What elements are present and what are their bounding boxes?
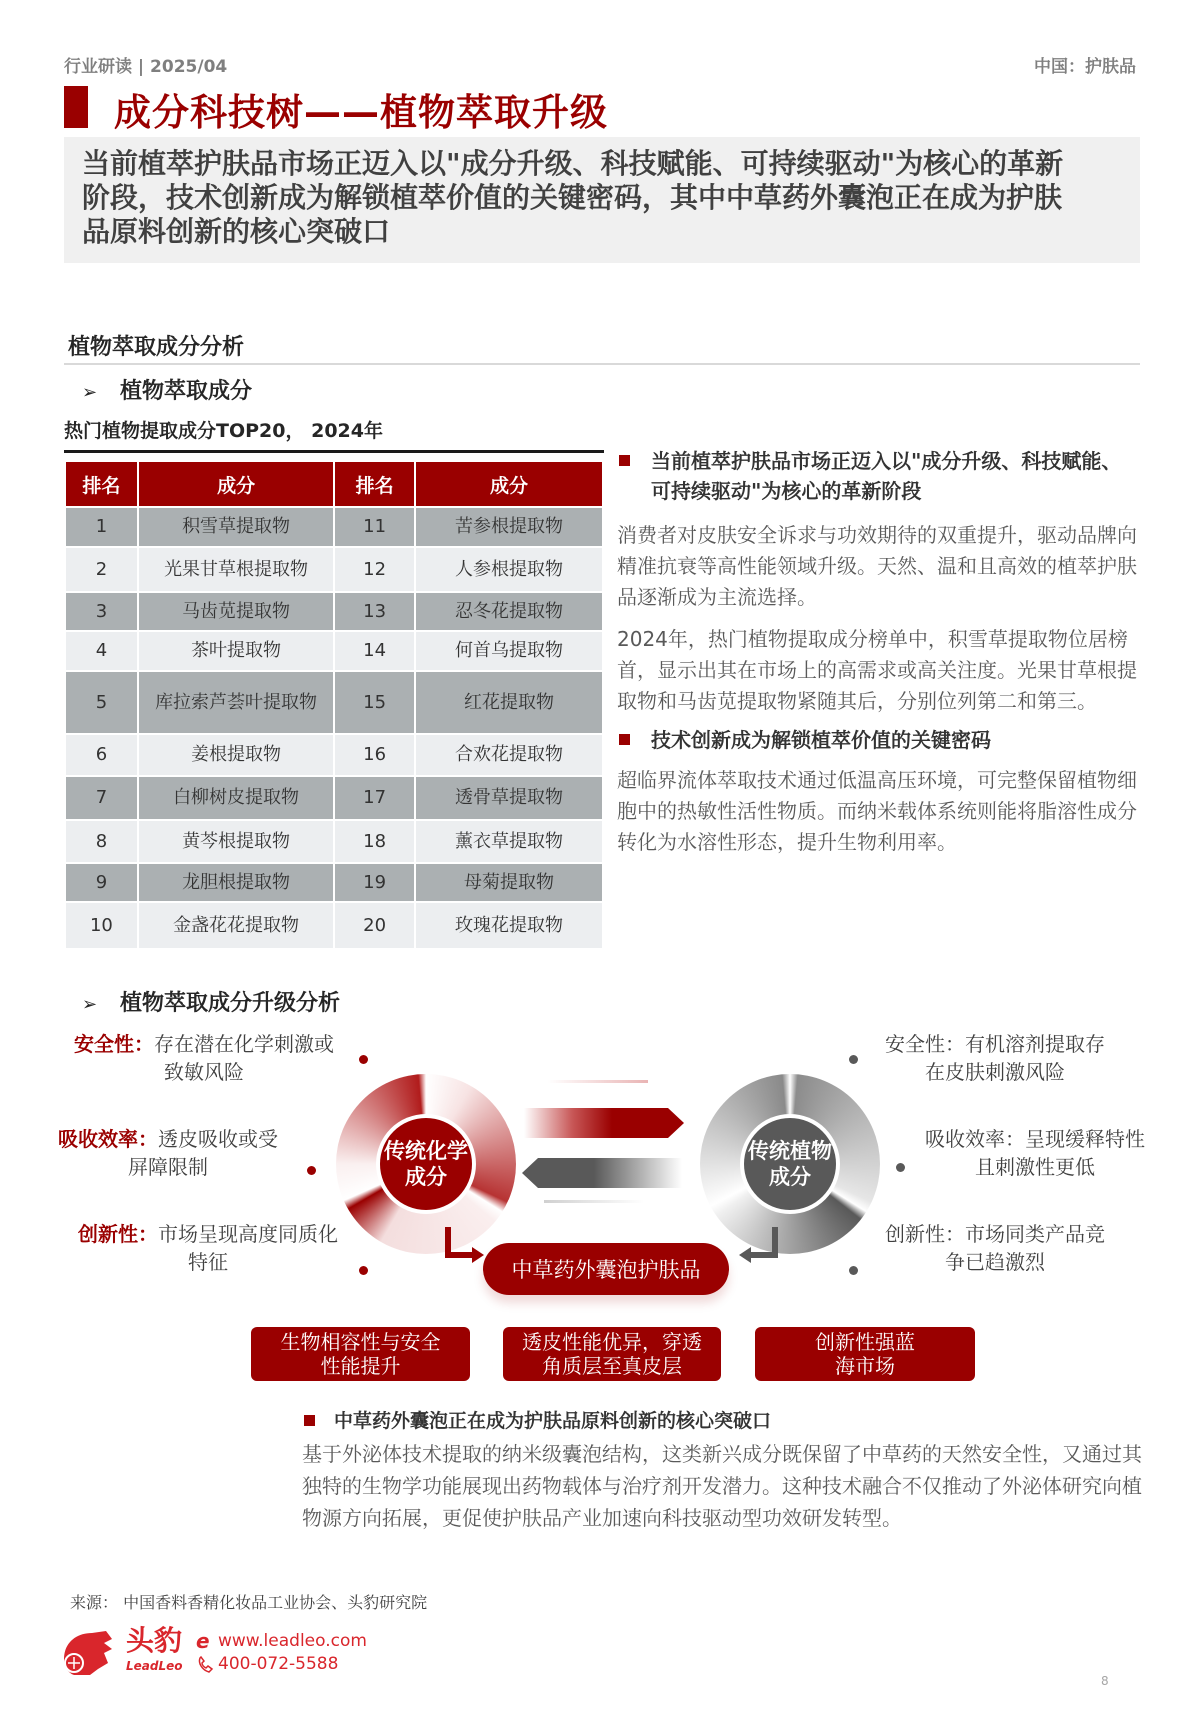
right-absorption-label: 吸收效率：呈现缓释特性且刺激性更低 — [925, 1127, 1145, 1179]
phone-icon — [196, 1655, 216, 1675]
bottom-section — [302, 1406, 1142, 1534]
ingredient-cell: 玫瑰花提取物 — [416, 903, 602, 948]
summary-box — [64, 137, 1140, 263]
left-safety-label: 安全性：存在潜在化学刺激或致敏风险 — [74, 1032, 334, 1084]
rank-cell: 14 — [335, 632, 414, 670]
motion-line — [548, 1080, 648, 1083]
square-bullet-icon — [304, 1415, 315, 1426]
dot-icon — [849, 1266, 858, 1275]
right-arrow-icon — [524, 1108, 684, 1138]
table-row — [66, 864, 602, 901]
rank-cell: 18 — [335, 821, 414, 862]
left-innovation-label: 创新性：市场呈现高度同质化特征 — [78, 1222, 338, 1274]
arrow-bullet-icon: ➢ — [82, 994, 98, 1015]
header-ingredient: 成分 — [416, 462, 602, 506]
feature-innovation: 创新性强蓝海市场 — [755, 1327, 975, 1381]
herbal-vesicle-pill: 中草药外囊泡护肤品 — [483, 1243, 729, 1295]
rank-cell: 17 — [335, 777, 414, 819]
bent-arrow-gray-icon — [735, 1225, 785, 1275]
section-divider — [64, 363, 1140, 365]
motion-line — [544, 1200, 644, 1203]
ingredient-cell: 库拉索芦荟叶提取物 — [139, 672, 333, 733]
right-safety-label: 安全性：有机溶剂提取存在皮肤刺激风险 — [885, 1032, 1105, 1084]
table-row — [66, 548, 602, 591]
bullet-heading-market-stage: 当前植萃护肤品市场正迈入以"成分升级、科技赋能、可持续驱动"为核心的革新阶段 — [617, 446, 1137, 506]
ingredient-cell: 苦参根提取物 — [416, 508, 602, 546]
square-bullet-icon — [619, 734, 630, 745]
dot-icon — [849, 1055, 858, 1064]
feature-permeability: 透皮性能优异，穿透角质层至真皮层 — [503, 1327, 721, 1381]
ingredient-cell: 红花提取物 — [416, 672, 602, 733]
feature-biocompatibility: 生物相容性与安全性能提升 — [251, 1327, 470, 1381]
ingredient-cell: 合欢花提取物 — [416, 735, 602, 775]
header-rank: 排名 — [335, 462, 414, 506]
subheading-label: 植物萃取成分升级分析 — [120, 991, 341, 1016]
brand-cn: 头豹 — [126, 1624, 183, 1657]
header-rank: 排名 — [66, 462, 137, 506]
subheading-upgrade-analysis — [82, 986, 340, 1017]
paragraph-consumer-demand: 消费者对皮肤安全诉求与功效期待的双重提升，驱动品牌向精准抗衰等高性能领域升级。天然、温和且高效的植萃护肤品逐渐成为主流选择。 — [617, 523, 1137, 609]
rank-cell: 1 — [66, 508, 137, 546]
section-title: 植物萃取成分分析 — [68, 335, 245, 360]
paragraph-extraction-tech: 超临界流体萃取技术通过低温高压环境，可完整保留植物细胞中的热敏性活性物质。而纳米载体系统则能将脂溶性成分转化为水溶性形态，提升生物利用率。 — [617, 768, 1137, 854]
title-accent-bar — [64, 86, 88, 128]
ingredient-cell: 何首乌提取物 — [416, 632, 602, 670]
web-icon: e — [196, 1629, 210, 1653]
brand-en: LeadLeo — [126, 1659, 183, 1673]
rank-cell: 19 — [335, 864, 414, 901]
ingredient-cell: 人参根提取物 — [416, 548, 602, 591]
left-arrow-icon — [522, 1158, 682, 1188]
table-row — [66, 632, 602, 670]
ingredient-cell: 茶叶提取物 — [139, 632, 333, 670]
table-row — [66, 593, 602, 630]
page-title: 成分科技树——植物萃取升级 — [114, 91, 608, 134]
rank-cell: 3 — [66, 593, 137, 630]
ingredient-cell: 薰衣草提取物 — [416, 821, 602, 862]
ingredient-cell: 龙胆根提取物 — [139, 864, 333, 901]
source-note: 来源： 中国香料香精化妆品工业协会、头豹研究院 — [70, 1593, 428, 1612]
table-row — [66, 821, 602, 862]
rank-cell: 8 — [66, 821, 137, 862]
rank-cell: 15 — [335, 672, 414, 733]
right-innovation-label: 创新性：市场同类产品竞争已趋激烈 — [885, 1222, 1105, 1274]
ingredient-cell: 忍冬花提取物 — [416, 593, 602, 630]
square-bullet-icon — [619, 455, 630, 466]
arrow-bullet-icon: ➢ — [82, 382, 98, 403]
rank-cell: 13 — [335, 593, 414, 630]
subheading-plant-extracts — [82, 374, 252, 405]
table-row — [66, 903, 602, 948]
paragraph-2024-ranking: 2024年，热门植物提取成分榜单中，积雪草提取物位居榜首，显示出其在市场上的高需求或高关注度。光果甘草根提取物和马齿苋提取物紧随其后，分别位列第二和第三。 — [617, 627, 1137, 713]
rank-cell: 10 — [66, 903, 137, 948]
ingredient-cell: 金盏花花提取物 — [139, 903, 333, 948]
dot-icon — [307, 1166, 316, 1175]
bullet-heading-breakthrough: 中草药外囊泡正在成为护肤品原料创新的核心突破口 — [302, 1406, 1142, 1436]
rank-cell: 6 — [66, 735, 137, 775]
ingredient-cell: 积雪草提取物 — [139, 508, 333, 546]
ingredient-cell: 黄芩根提取物 — [139, 821, 333, 862]
header-ingredient: 成分 — [139, 462, 333, 506]
plant-center-circle: 传统植物成分 — [744, 1118, 836, 1210]
rank-cell: 11 — [335, 508, 414, 546]
table-header-row — [66, 462, 602, 506]
rank-cell: 9 — [66, 864, 137, 901]
table-title-rule — [64, 450, 604, 453]
table-row — [66, 735, 602, 775]
ingredient-cell: 白柳树皮提取物 — [139, 777, 333, 819]
phone-number: 400-072-5588 — [218, 1654, 339, 1674]
top20-table — [64, 460, 604, 950]
rank-cell: 2 — [66, 548, 137, 591]
chemical-center-circle: 传统化学成分 — [380, 1118, 472, 1210]
report-category-date: 行业研读 | 2025/04 — [64, 57, 228, 77]
leadleo-logo — [60, 1625, 380, 1680]
rank-cell: 4 — [66, 632, 137, 670]
website-link[interactable]: www.leadleo.com — [218, 1631, 367, 1651]
table-title: 热门植物提取成分TOP20， 2024年 — [64, 420, 383, 442]
dot-icon — [359, 1266, 368, 1275]
rank-cell: 16 — [335, 735, 414, 775]
right-column — [617, 446, 1137, 858]
ingredient-cell: 母菊提取物 — [416, 864, 602, 901]
rank-cell: 12 — [335, 548, 414, 591]
rank-cell: 20 — [335, 903, 414, 948]
paragraph-breakthrough: 基于外泌体技术提取的纳米级囊泡结构，这类新兴成分既保留了中草药的天然安全性，又通过其独特的生物学功能展现出药物载体与治疗剂开发潜力。这种技术融合不仅推动了外泌体研究向植物源方向拓展，更促使护肤品产业加速向科技驱动型功效研发转型。 — [302, 1442, 1142, 1530]
left-absorption-label: 吸收效率：透皮吸收或受屏障限制 — [58, 1127, 278, 1179]
report-region-industry: 中国：护肤品 — [1034, 57, 1136, 77]
subheading-label: 植物萃取成分 — [120, 379, 253, 404]
leopard-head-icon — [60, 1629, 116, 1677]
rank-cell: 5 — [66, 672, 137, 733]
dot-icon — [896, 1163, 905, 1172]
ingredient-cell: 姜根提取物 — [139, 735, 333, 775]
table-row — [66, 777, 602, 819]
rank-cell: 7 — [66, 777, 137, 819]
ingredient-cell: 透骨草提取物 — [416, 777, 602, 819]
table-row — [66, 508, 602, 546]
summary-text: 当前植萃护肤品市场正迈入以"成分升级、科技赋能、可持续驱动"为核心的革新阶段，技术创新成为解锁植萃价值的关键密码，其中中草药外囊泡正在成为护肤品原料创新的核心突破口 — [82, 147, 1064, 248]
ingredient-cell: 光果甘草根提取物 — [139, 548, 333, 591]
ingredient-cell: 马齿苋提取物 — [139, 593, 333, 630]
dot-icon — [359, 1055, 368, 1064]
bullet-heading-tech-innovation: 技术创新成为解锁植萃价值的关键密码 — [617, 725, 1137, 755]
page-number: 8 — [1101, 1674, 1109, 1688]
table-row — [66, 672, 602, 733]
